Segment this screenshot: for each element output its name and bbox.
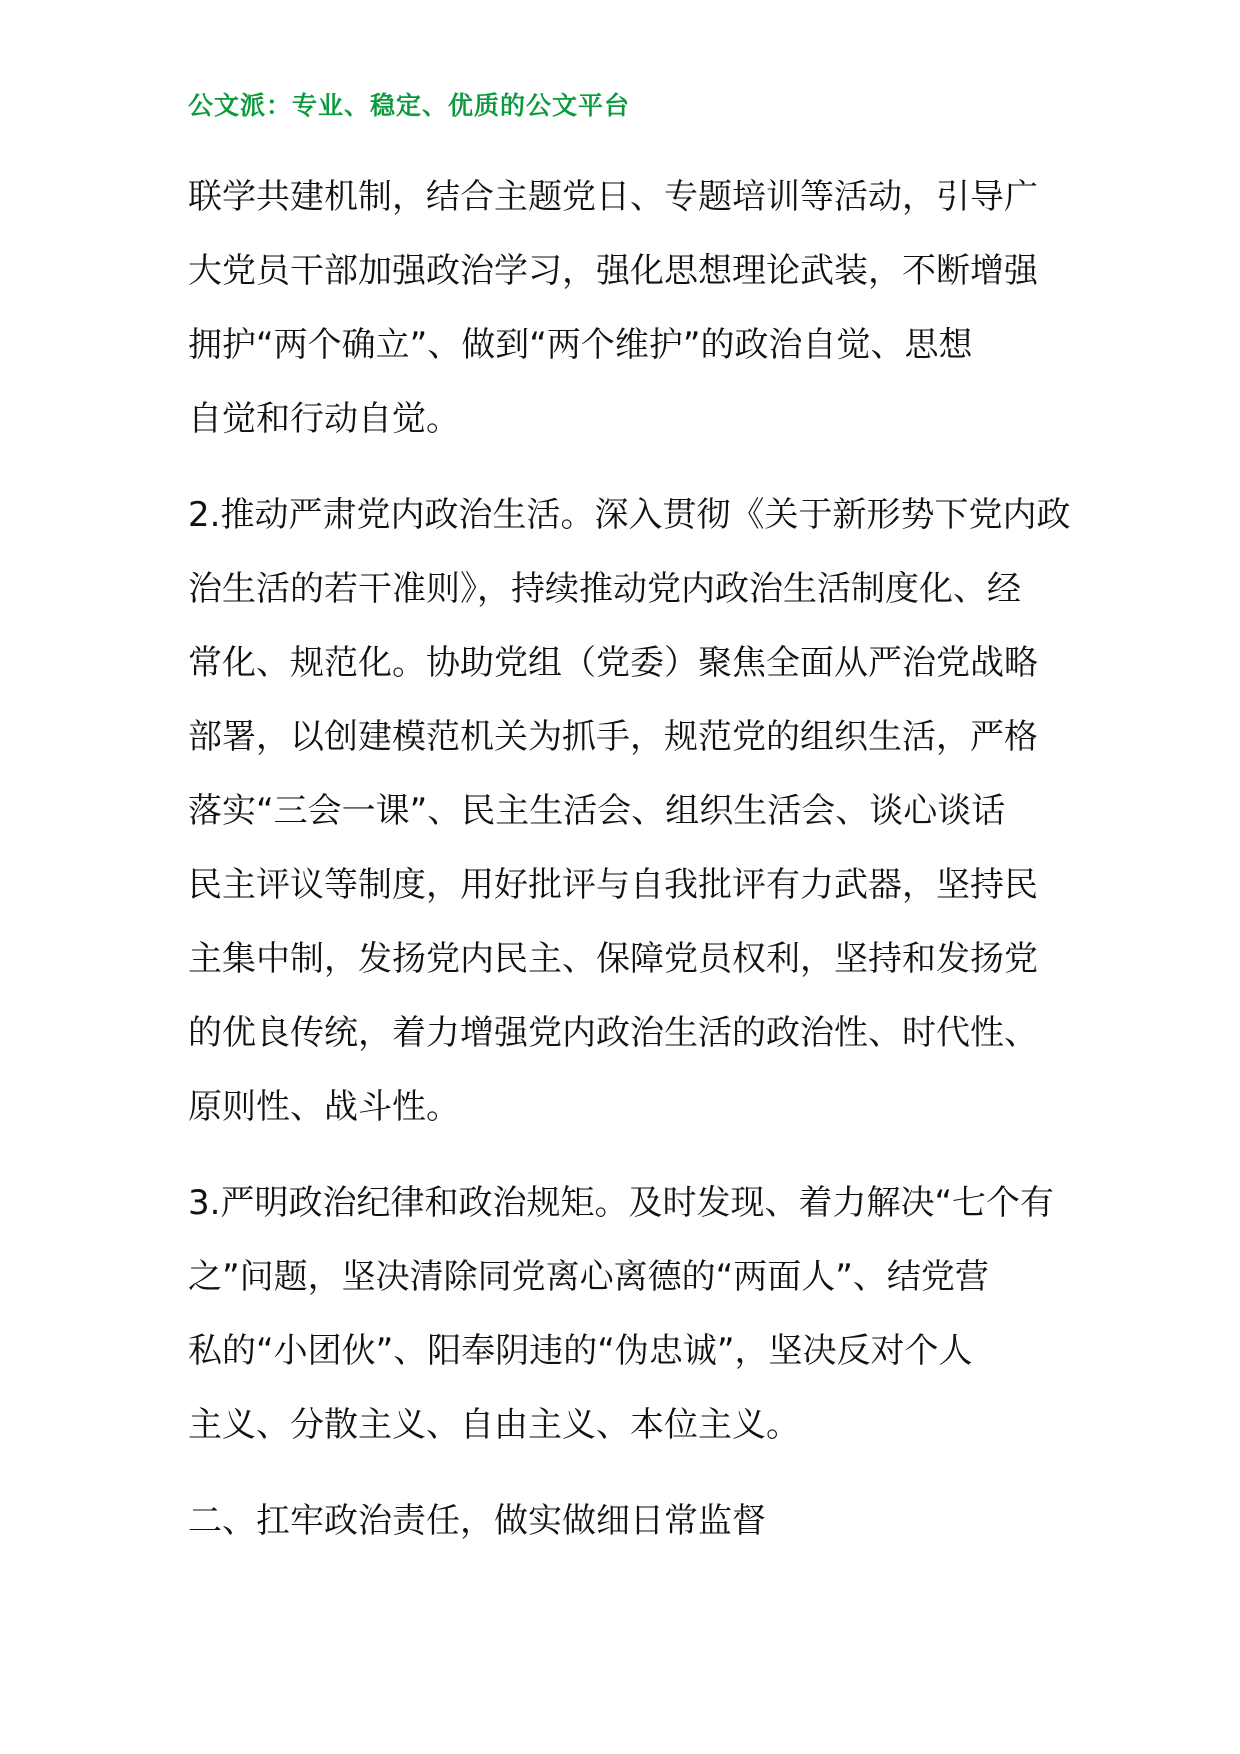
text-line: 拥护“两个确立”、做到“两个维护”的政治自觉、思想	[188, 325, 973, 365]
text-line: 联学共建机制，结合主题党日、专题培训等活动，引导广	[188, 177, 1038, 217]
text-line: 治生活的若干准则》，持续推动党内政治生活制度化、经	[188, 569, 1021, 609]
site-header: 公文派：专业、稳定、优质的公文平台	[188, 91, 631, 120]
text-line: 私的“小团伙”、阳奉阴违的“伪忠诚”，坚决反对个人	[188, 1331, 973, 1371]
text-line: 3.严明政治纪律和政治规矩。及时发现、着力解决“七个有	[188, 1183, 1055, 1223]
text-line: 主集中制，发扬党内民主、保障党员权利，坚持和发扬党	[188, 939, 1038, 979]
text-line: 的优良传统，着力增强党内政治生活的政治性、时代性、	[188, 1013, 1038, 1053]
text-line: 大党员干部加强政治学习，强化思想理论武装，不断增强	[188, 251, 1038, 291]
text-line: 部署，以创建模范机关为抓手，规范党的组织生活，严格	[188, 717, 1038, 757]
paragraph-1	[188, 160, 1058, 456]
text-line: 主义、分散主义、自由主义、本位主义。	[188, 1405, 800, 1445]
text-line: 落实“三会一课”、民主生活会、组织生活会、谈心谈话	[188, 791, 1006, 831]
text-line: 常化、规范化。协助党组（党委）聚焦全面从严治党战略	[188, 643, 1038, 683]
section-heading: 二、扛牢政治责任，做实做细日常监督	[188, 1501, 766, 1541]
paragraph-2	[188, 478, 1071, 1144]
document-body	[188, 160, 1071, 1558]
text-line: 2.推动严肃党内政治生活。深入贯彻《关于新形势下党内政	[188, 495, 1071, 535]
text-line: 自觉和行动自觉。	[188, 399, 460, 439]
text-line: 之”问题，坚决清除同党离心离德的“两面人”、结党营	[188, 1257, 989, 1297]
paragraph-3	[188, 1166, 1058, 1462]
text-line: 原则性、战斗性。	[188, 1087, 460, 1127]
text-line: 民主评议等制度，用好批评与自我批评有力武器，坚持民	[188, 865, 1038, 905]
